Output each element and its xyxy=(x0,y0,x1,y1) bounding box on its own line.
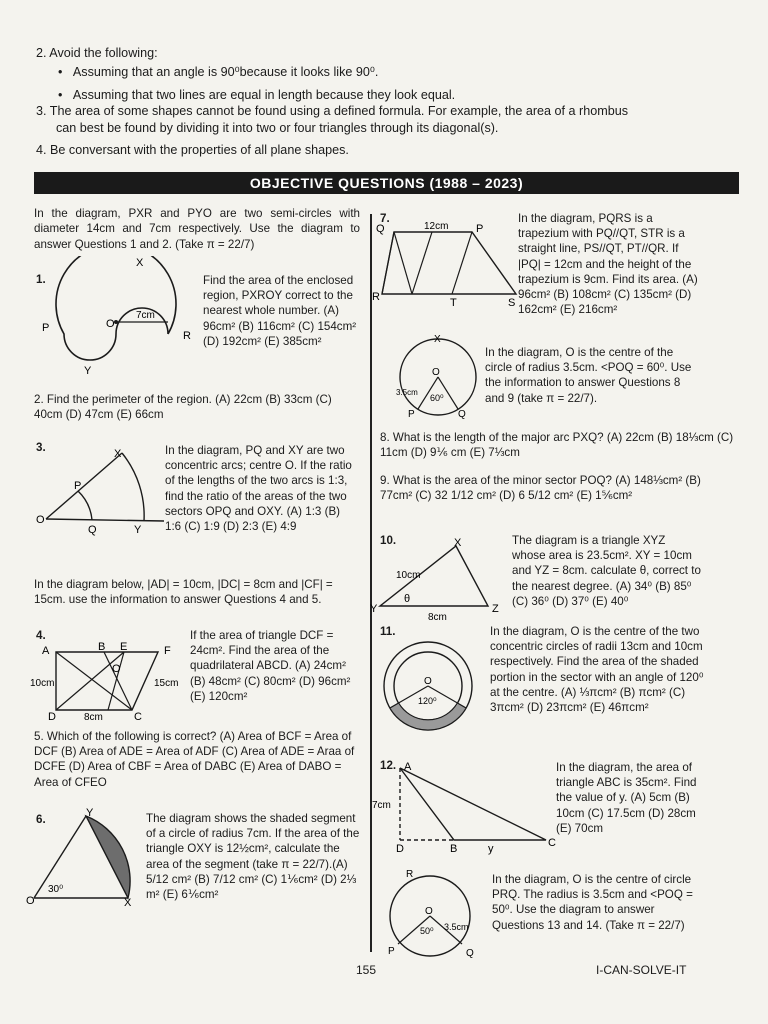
intro-q1-2: In the diagram, PXR and PYO are two semi-circles with diameter 14cm and 7cm respectively. Use the diagram to answer Questions 1 and 2. (Take π = 22/7) xyxy=(34,207,360,251)
q89-label-angle: 60⁰ xyxy=(430,393,444,403)
page-number: 155 xyxy=(356,963,377,977)
q12-label-d: D xyxy=(396,843,404,855)
intro-bullet-1: • Assuming that an angle is 90⁰because it looks like 90⁰. xyxy=(58,65,379,79)
q1-semicircles xyxy=(56,256,176,360)
q1-label-p: P xyxy=(42,322,50,334)
q7-label-p: P xyxy=(476,223,484,235)
q4-label-dc: 8cm xyxy=(84,712,103,722)
q12-label-c: C xyxy=(548,837,556,849)
q11-shaded-portion xyxy=(390,703,466,730)
q10-label-z: Z xyxy=(492,603,499,615)
q11-label-o: O xyxy=(424,676,432,687)
q3-arc-xy xyxy=(122,453,144,521)
q7-trapezium xyxy=(382,232,516,294)
q4-number: 4. xyxy=(36,629,46,642)
q12-label-b: B xyxy=(450,843,458,855)
q10-label-theta: θ xyxy=(404,593,411,605)
q5-text: 5. Which of the following is correct? (A) Area of BCF = Area of DCF (B) Area of ADE = Area of ADF (C) Area of ADE = Araa of DCFE (D) Area of CBF = Area of DABC (E) Area of DABO = Area of CFEO xyxy=(34,730,355,789)
q12-number: 12. xyxy=(380,759,397,772)
q4-diag-ac xyxy=(56,652,132,710)
footer-brand: I-CAN-SOLVE-IT xyxy=(596,963,687,977)
q10-label-x: X xyxy=(454,538,462,549)
q7-line-st xyxy=(412,232,432,294)
q3-label-q: Q xyxy=(88,524,97,536)
q7-number: 7. xyxy=(380,212,390,225)
q6-figure xyxy=(26,808,152,908)
q89-label-x: X xyxy=(434,334,441,345)
q1-label-r: R xyxy=(183,330,191,342)
q4-line-bc xyxy=(104,652,132,710)
q7-line-qt xyxy=(394,232,412,294)
q7-label-r: R xyxy=(372,291,380,303)
q7-label-t: T xyxy=(450,297,457,309)
q12-text: In the diagram, the area of triangle ABC is 35cm². Find the value of y. (A) 5cm (B) 10cm (C) 17.5cm (D) 28cm (E) 70cm xyxy=(556,761,697,835)
q10-label-y: Y xyxy=(370,603,378,615)
q1-text: Find the area of the enclosed region, PXROY correct to the nearest whole number. (A) 96cm² (B) 116cm² (C) 154cm² (D) 192cm² (E) 385cm² xyxy=(203,274,357,348)
q3-arc-pq xyxy=(78,491,92,520)
q89-label-r: 3.5cm xyxy=(396,388,418,397)
q3-label-p: P xyxy=(74,480,82,492)
q10-figure xyxy=(370,538,510,622)
q6-label-y: Y xyxy=(86,808,94,819)
q4-label-d: D xyxy=(48,711,56,722)
intro-q8-9: In the diagram, O is the centre of the circle of radius 3.5cm. <POQ = 60⁰. Use the information to answer Questions 8 and 9 (take π = 22/7). xyxy=(485,346,692,405)
q6-label-x: X xyxy=(124,897,132,908)
q12-figure xyxy=(370,760,560,856)
q2-text: 2. Find the perimeter of the region. (A) 22cm (B) 33cm (C) 40cm (D) 47cm (E) 66cm xyxy=(34,393,332,422)
q9-text: 9. What is the area of the minor sector POQ? (A) 148⅓cm² (B) 77cm² (C) 32 1/12 cm² (D) 6 5/12 cm² (E) 1⅚cm² xyxy=(380,474,701,503)
q1314-label-p: P xyxy=(388,946,395,957)
q4-figure xyxy=(30,640,190,722)
q89-figure xyxy=(392,333,482,419)
q4-outline xyxy=(56,652,158,710)
intro-bullet-2: • Assuming that two lines are equal in length because they look equal. xyxy=(58,88,456,102)
q6-text: The diagram shows the shaded segment of a circle of radius 7cm. If the area of the triangle OXY is 12½cm², calculate the area of the segment (take π = 22/7).(A) 5/12 cm² (B) 7/12 cm² (C) 1⅙cm² (D) 2⅓ m² (E) 6⅙cm² xyxy=(146,812,360,902)
q12-label-h: 7cm xyxy=(372,800,391,811)
q1-label-x: X xyxy=(136,257,144,269)
q1-number: 1. xyxy=(36,273,46,286)
q11-label-angle: 120⁰ xyxy=(418,696,437,706)
q4-label-a: A xyxy=(42,645,50,657)
intro-item-3-line1: 3. The area of some shapes cannot be found using a defined formula. For example, the area of a rhombus xyxy=(36,104,629,118)
q3-line-ox xyxy=(46,453,122,519)
q1314-label-angle: 50⁰ xyxy=(420,926,434,936)
intro-bullet-2-text: Assuming that two lines are equal in length because they look equal. xyxy=(72,88,456,102)
q12-label-a: A xyxy=(404,761,412,773)
q7-figure xyxy=(372,218,522,310)
q3-number: 3. xyxy=(36,441,46,454)
q10-label-xy: 10cm xyxy=(396,570,421,581)
q3-label-y: Y xyxy=(134,524,142,536)
q4-label-ad: 10cm xyxy=(30,678,55,689)
q4-diag-de xyxy=(56,652,124,710)
q1-label-len: 7cm xyxy=(136,310,155,321)
q3-label-o: O xyxy=(36,514,45,526)
q7-line-qr xyxy=(382,232,394,294)
q6-label-angle: 30⁰ xyxy=(48,884,64,895)
q1-label-y: Y xyxy=(84,365,92,376)
intro-item-3-line2: can best be found by dividing it into two or four triangles through its diagonal(s). xyxy=(56,121,499,135)
q1314-figure xyxy=(380,868,480,960)
intro-bullet-1-text: Assuming that an angle is 90⁰because it looks like 90⁰. xyxy=(72,65,379,79)
q6-number: 6. xyxy=(36,813,46,826)
q10-label-yz: 8cm xyxy=(428,612,447,622)
q1314-label-radius: 3.5cm xyxy=(444,922,469,932)
q7-label-len: 12cm xyxy=(424,221,449,232)
q11-figure xyxy=(378,636,478,736)
q6-shaded-segment xyxy=(86,816,130,898)
q4-label-o: O xyxy=(112,663,121,675)
q7-label-q: Q xyxy=(376,223,385,235)
q4-line-ec xyxy=(108,652,124,710)
q1314-label-o: O xyxy=(425,906,433,917)
q3-figure xyxy=(36,445,166,545)
q11-text: In the diagram, O is the centre of the two concentric circles of radii 13cm and 10cm respectively. Find the area of the shaded portion in the sector with an angle of 120⁰ at the centre. (A) ⅓πcm² (B) πcm² (C) 3πcm² (D) 23πcm² (E) 46πcm² xyxy=(490,625,704,715)
q1314-label-q: Q xyxy=(466,948,474,959)
q12-label-y: y xyxy=(488,843,494,855)
q4-label-c: C xyxy=(134,711,142,722)
q10-number: 10. xyxy=(380,534,397,547)
q12-triangle xyxy=(400,768,546,840)
q1-figure xyxy=(36,256,206,376)
q1314-label-r: R xyxy=(406,869,414,880)
intro-item-2: 2. Avoid the following: xyxy=(36,46,158,60)
q4-label-b: B xyxy=(98,641,106,653)
q4-text: If the area of triangle DCF = 24cm². Find the area of the quadrilateral ABCD. (A) 24cm² (B) 48cm² (C) 80cm² (D) 96cm² (E) 120cm² xyxy=(190,629,351,703)
q7-text: In the diagram, PQRS is a trapezium with PQ//QT, STR is a straight line, PS//QT, PT//QR. If |PQ| = 12cm and the height of the trapezium is 9cm. Find its area. (A) 96cm² (B) 108cm² (C) 135cm² (D) 162cm² (E) 216cm² xyxy=(518,212,698,317)
q89-label-o: O xyxy=(432,367,440,378)
q1-label-o: O xyxy=(106,318,115,330)
q1-centre-dot xyxy=(114,320,118,324)
intro-item-4: 4. Be conversant with the properties of all plane shapes. xyxy=(36,143,349,157)
q4-label-f: F xyxy=(164,645,171,657)
q3-line-oy xyxy=(46,519,164,521)
q11-number: 11. xyxy=(380,625,396,638)
intro-q4-5: In the diagram below, |AD| = 10cm, |DC| = 8cm and |CF| = 15cm. use the information to answer Questions 4 and 5. xyxy=(34,578,333,607)
intro-q13-14: In the diagram, O is the centre of circle PRQ. The radius is 3.5cm and <POQ = 50⁰. Use the diagram to answer Questions 13 and 14. (Take π = 22/7) xyxy=(492,873,693,932)
section-banner: OBJECTIVE QUESTIONS (1988 – 2023) xyxy=(34,172,739,194)
q89-label-q: Q xyxy=(458,409,466,419)
q3-text: In the diagram, PQ and XY are two concentric arcs; centre O. If the ratio of the lengths of the two arcs is 1:3, find the ratio of the areas of the two sectors OPQ and OXY. (A) 1:3 (B) 1:6 (C) 1:9 (D) 2:3 (E) 4:9 xyxy=(165,444,352,534)
q4-label-cf: 15cm xyxy=(154,678,179,689)
q4-label-e: E xyxy=(120,641,128,653)
q6-label-o: O xyxy=(26,895,35,907)
q7-line-pt xyxy=(452,232,472,294)
q7-label-s: S xyxy=(508,297,516,309)
q89-label-p: P xyxy=(408,409,415,419)
q10-text: The diagram is a triangle XYZ whose area is 23.5cm². XY = 10cm and YZ = 8cm. calculate θ, correct to the nearest degree. (A) 34⁰ (B) 85⁰ (C) 36⁰ (D) 37⁰ (E) 40⁰ xyxy=(512,534,701,608)
q8-text: 8. What is the length of the major arc PXQ? (A) 22cm (B) 18⅓cm (C) 11cm (D) 9⅙ cm (E) 7⅓cm xyxy=(380,431,734,460)
q3-label-x: X xyxy=(114,448,122,460)
